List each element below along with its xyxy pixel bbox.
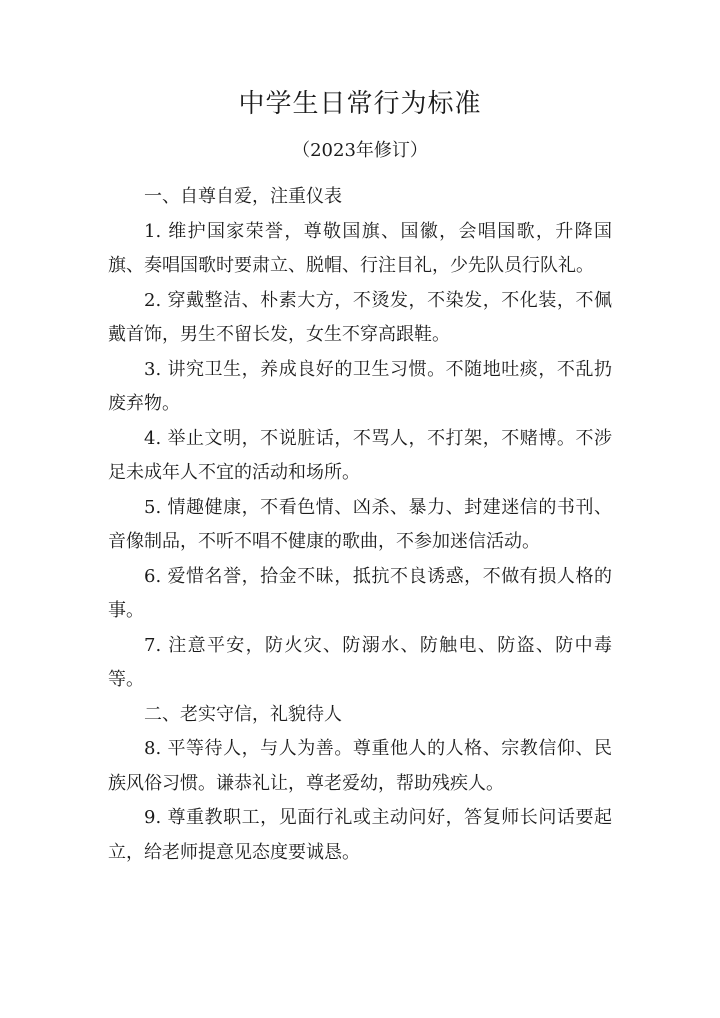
- section-heading: 一、自尊自爱，注重仪表: [144, 186, 342, 207]
- section-2: [108, 698, 612, 871]
- rule-item: 8. 平等待人，与人为善。尊重他人的人格、宗教信仰、民族风俗习惯。谦恭礼让，尊老爱幼，帮助残疾人。: [108, 738, 612, 794]
- rule-item: 3. 讲究卫生，养成良好的卫生习惯。不随地吐痰，不乱扔废弃物。: [108, 358, 612, 414]
- section-1: [108, 180, 612, 698]
- rule-item: 1. 维护国家荣誉，尊敬国旗、国徽，会唱国歌，升降国旗、奏唱国歌时要肃立、脱帽、行注目礼，少先队员行队礼。: [108, 220, 612, 276]
- document-body: [108, 180, 612, 870]
- rule-item: 4. 举止文明，不说脏话，不骂人，不打架，不赌博。不涉足未成年人不宜的活动和场所。: [108, 427, 612, 483]
- rule-item: 7. 注意平安，防火灾、防溺水、防触电、防盗、防中毒等。: [108, 634, 612, 690]
- document-title: 中学生日常行为标准: [238, 89, 482, 119]
- document-subtitle: （2023年修订）: [292, 140, 428, 161]
- rule-item: 6. 爱惜名誉，拾金不昧，抵抗不良诱惑，不做有损人格的事。: [108, 565, 612, 621]
- rule-item: 2. 穿戴整洁、朴素大方，不烫发，不染发，不化装，不佩戴首饰，男生不留长发，女生不穿高跟鞋。: [108, 289, 612, 345]
- rule-item: 5. 情趣健康，不看色情、凶杀、暴力、封建迷信的书刊、音像制品，不听不唱不健康的歌曲，不参加迷信活动。: [108, 496, 612, 552]
- section-heading: 二、老实守信，礼貌待人: [144, 703, 342, 725]
- rule-item: 9. 尊重教职工，见面行礼或主动问好，答复师长问话要起立，给老师提意见态度要诚恳。: [108, 807, 612, 863]
